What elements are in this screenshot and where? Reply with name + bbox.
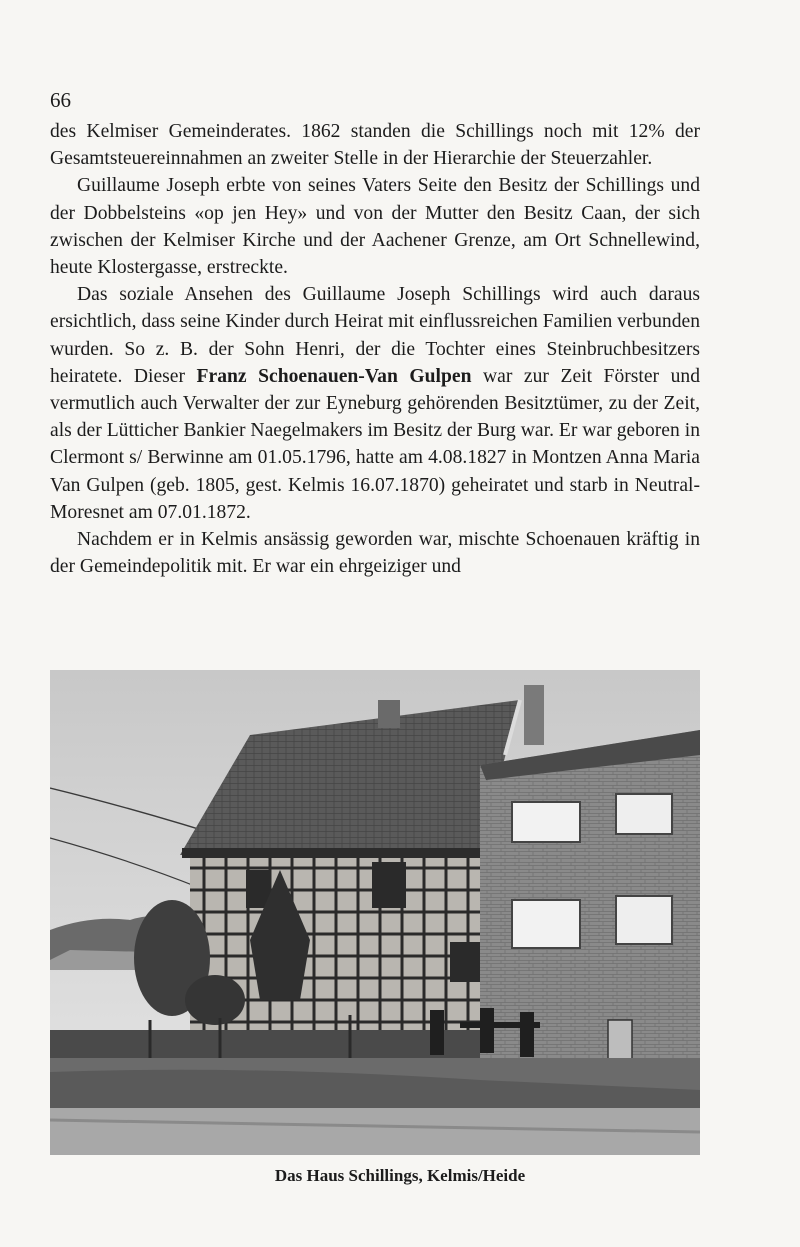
paragraph-4: Nachdem er in Kelmis ansässig geworden war, mischte Schoenauen kräftig in der Gemeindepolitik mit. Er war ein ehrgeiziger und xyxy=(50,529,700,578)
paragraph-2: Guillaume Joseph erbte von seines Vaters Seite den Besitz der Schillings und der Dobbelsteins «op jen Hey» und von der Mutter den Besitz Caan, der sich zwischen der Kelmiser Kirche und der Aachener Grenze, am Ort Schnellewind, heute Klostergasse, erstreckte. xyxy=(50,175,700,279)
body-text xyxy=(50,118,700,580)
house-photo xyxy=(50,670,700,1155)
paragraph-3-end: war zur Zeit Förster und vermutlich auch Verwalter der zur Eyneburg gehörenden Besitztümer, zu der Zeit, als der Lütticher Bankier Naegelmakers im Besitz der Burg war. Er war geboren in Clermont s/ Berwinne am 01.05.1796, hatte am 4.08.1827 in Montzen Anna Maria Van Gulpen (geb. 1805, gest. Kelmis 16.07.1870) geheiratet und starb in Neutral-Moresnet am 07.01.1872. xyxy=(50,365,700,523)
house-photo-image xyxy=(50,670,700,1155)
paragraph-1: des Kelmiser Gemeinderates. 1862 standen die Schillings noch mit 12% der Gesamtsteuereinnahmen an zweiter Stelle in der Hierarchie der Steuerzahler. xyxy=(50,121,700,170)
paragraph-3-start: Das soziale Ansehen des Guillaume Joseph Schillings wird auch daraus ersichtlich, dass seine Kinder durch Heirat mit einflussreichen Familien verbunden wurden. So z. B. der Sohn Henri, der die Tochter eines Steinbruchbesitzers heiratete. Dieser xyxy=(50,284,700,387)
bold-person-name: Franz Schoenauen-Van Gulpen xyxy=(196,365,472,387)
figure-caption: Das Haus Schillings, Kelmis/Heide xyxy=(274,1166,526,1185)
paragraph-3 xyxy=(50,281,700,526)
page-number: 66 xyxy=(50,88,71,112)
